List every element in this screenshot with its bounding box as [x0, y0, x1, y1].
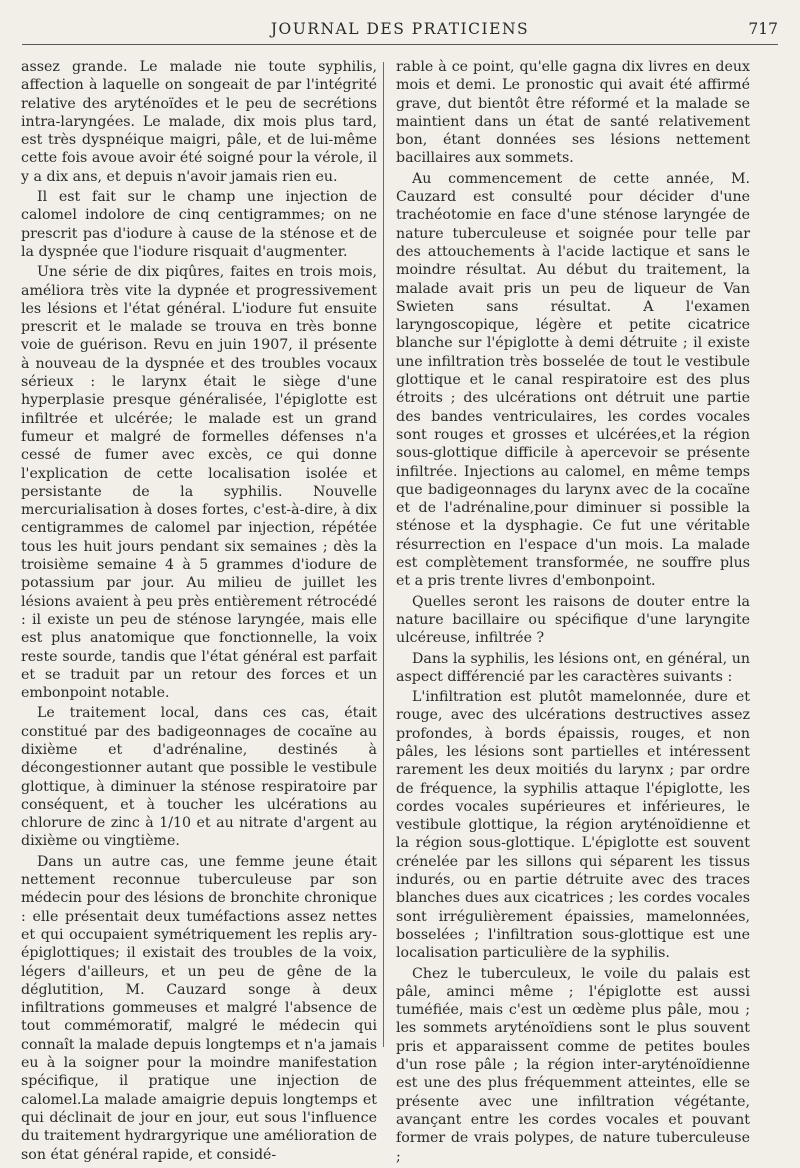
paragraph: Le traitement local, dans ces cas, était constitué par des badigeonnages de cocaïne au dixième et d'adrénaline, destinés à décongestionner autant que possible le vestibule glottique, à diminuer la sténose respiratoire par conséquent, et à toucher les ulcérations au chlorure de zinc à 1/10 et au nitrate d'argent au dixième ou vingtième.: [21, 705, 377, 850]
paragraph: L'infiltration est plutôt mamelonnée, dure et rouge, avec des ulcérations destructives assez profondes, à bords épaissis, rouges, et non pâles, les lésions sont partielles et intéressent rarement les deux moitiés du larynx ; par ordre de fréquence, la syphilis attaque l'épiglotte, les cordes vocales supérieures et inférieures, le vestibule glottique, la région aryténoïdienne et la région sous-glottique. L'épiglotte est souvent crénelée par les sillons qui séparent les tissus indurés, ou en partie détruite avec des traces blanches dues aux cicatrices ; les cordes vocales sont irrégulièrement épaissies, mamelonnées, bosselées ; l'infiltration sous-glottique est une localisation particulière de la syphilis.: [396, 689, 750, 962]
paragraph: Dans un autre cas, une femme jeune était nettement reconnue tuberculeuse par son médecin pour des lésions de bronchite chronique : elle présentait deux tuméfactions assez nettes et qui occupaient symétriquement les replis ary-épiglottiques; il existait des troubles de la voix, légers d'ailleurs, et un peu de gêne de la déglutition, M. Cauzard songe à deux infiltrations gommeuses et malgré l'absence de tout commémoratif, malgré le médecin qui connaît la malade depuis longtemps et n'a jamais eu à la soigner pour la moindre manifestation spécifique, il pratique une injection de calomel.La malade amaigrie depuis longtemps et qui déclinait de jour en jour, eut sous l'influence du traitement hydrargyrique une amélioration de son état général rapide, et considé-: [21, 853, 377, 1163]
paragraph: Chez le tuberculeux, le voile du palais est pâle, aminci même ; l'épiglotte est aussi tuméfiée, mais c'est un œdème plus pâle, mou ; les sommets aryténoïdiens sont le plus souvent pris et apparaissent comme de petites boules d'un rose pâle ; la région inter-aryténoïdienne est une des plus fréquemment atteintes, elle se présente avec une infiltration végétante, avançant entre les cordes vocales et pouvant former de vrais polypes, de nature tuberculeuse ;: [396, 965, 750, 1165]
paragraph: assez grande. Le malade nie toute syphilis, affection à laquelle on songeait de par l'intégrité relative des aryténoïdes et le peu de secrétions intra-laryngées. Le malade, dix mois plus tard, est très dyspnéique maigri, pâle, et de lui-même cette fois avoue avoir été soigné pour la vérole, il y a dix ans, et depuis n'avoir jamais rien eu.: [21, 59, 377, 185]
paragraph: Il est fait sur le champ une injection de calomel indolore de cinq centigrammes; on ne prescrit pas d'iodure à cause de la sténose et de la dyspnée que l'iodure risquait d'augmenter.: [21, 189, 377, 260]
paragraph: Une série de dix piqûres, faites en trois mois, améliora très vite la dypnée et progressivement les lésions et l'état général. L'iodure fut ensuite prescrit et le malade se trouva en très bonne voie de guérison. Revu en juin 1907, il présente à nouveau de la dyspnée et des troubles vocaux sérieux : le larynx était le siège d'une hyperplasie presque généralisée, l'épiglotte est infiltrée et ulcérée; le malade est un grand fumeur et malgré de formelles défenses n'a cessé de fumer avec excès, ce qui donne l'explication de cette localisation isolée et persistante de la syphilis. Nouvelle mercurialisation à doses fortes, c'est-à-dire, à dix centigrammes de calomel par injection, répétée tous les huit jours pendant six semaines ; dès la troisième semaine 4 à 5 grammes d'iodure de potassium par jour. Au milieu de juillet les lésions avaient à peu près entièrement rétrocédé : il existe un peu de sténose laryngée, mais elle est plus anatomique que fonctionnelle, la voix reste sourde, tandis que l'état général est parfait et se traduit par un retour des forces et un embonpoint notable.: [21, 264, 377, 702]
running-title: JOURNAL DES PRATICIENS: [270, 20, 530, 38]
left-column: [21, 58, 377, 1166]
paragraph: rable à ce point, qu'elle gagna dix livres en deux mois et demi. Le pronostic qui avait été affirmé grave, dut bientôt être réformé et la malade se maintient dans un état de santé relativement bon, étant données ses lésions nettement bacillaires aux sommets.: [396, 59, 750, 167]
page-number: 717: [748, 20, 778, 38]
page-header: [22, 14, 778, 45]
paragraph: Au commencement de cette année, M. Cauzard est consulté pour décider d'une trachéotomie en face d'une sténose laryngée de nature tuberculeuse et soignée pour telle par des attouchements à l'acide lactique et sans le moindre résultat. Au début du traitement, la malade avait pris un peu de liqueur de Van Swieten sans résultat. A l'examen laryngoscopique, légère et petite cicatrice blanche sur l'épiglotte à demi détruite ; il existe une infiltration très bosselée de tout le vestibule glottique et le canal respiratoire est des plus étroits ; des ulcérations ont détruit une partie des bandes ventriculaires, les cordes vocales sont rouges et grosses et ulcérées,et la région sous-glottique difficile à apercevoir se présente infiltrée. Injections au calomel, en même temps que badigeonnages du larynx avec de la cocaïne et de l'adrénaline,pour diminuer si possible la sténose et la dysphagie. Ce fut une véritable résurrection en l'espace d'un mois. La malade est complètement transformée, ne souffre plus et a pris trente livres d'embonpoint.: [396, 170, 750, 590]
paragraph: Dans la syphilis, les lésions ont, en général, un aspect différencié par les caractères suivants :: [396, 650, 750, 685]
right-column: [396, 58, 750, 1168]
column-divider: [383, 62, 384, 1047]
paragraph: Quelles seront les raisons de douter entre la nature bacillaire ou spécifique d'une laryngite ulcéreuse, infiltrée ?: [396, 593, 750, 647]
